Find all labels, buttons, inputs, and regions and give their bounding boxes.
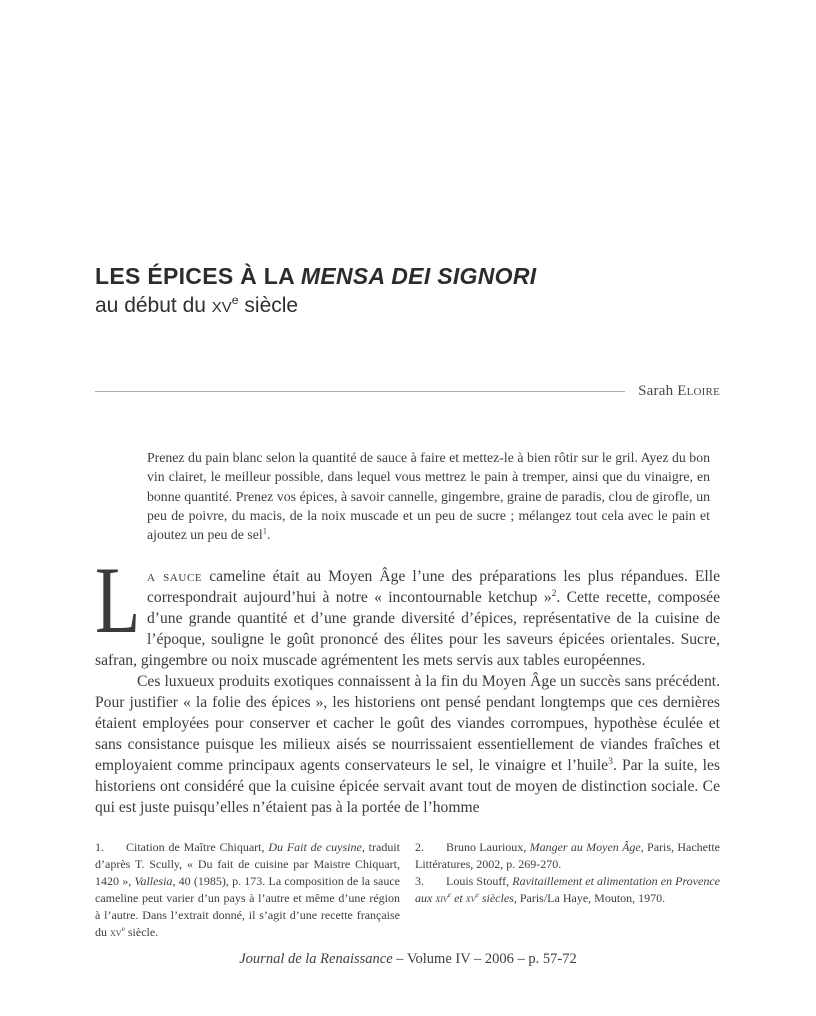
footnote-3-title-italic: Ravitaillement et alimentation en Provence aux <box>415 874 720 905</box>
footnote-1-journal-italic: Vallesia <box>134 874 173 888</box>
footnote-1-title-italic: Du Fait de cuysine <box>268 840 362 854</box>
footnotes-section <box>95 839 720 941</box>
footnote-2-text: , Paris, Hachette Littératures, 2002, p. 269-270. <box>415 840 720 871</box>
quote-text: Prenez du pain blanc selon la quantité de sauce à faire et mettez-le à bien rôtir sur le gril. Ayez du bon vin clairet, le meilleur possible, dans lequel vous mettrez le pain à tremper, ainsi que du vinaigre, en bonne quantité. Prenez vos épices, à savoir cannelle, gingembre, graine de paradis, clou de girofle, un peu de poivre, du macis, de la noix muscade et un peu de sucre ; mélangez tout cela avec le pain et ajoutez un peu de sel <box>147 450 710 543</box>
footnote-1-number: 1. <box>95 840 104 854</box>
footnote-2-title-italic: Manger au Moyen Âge <box>529 840 641 854</box>
quote-after-ref: . <box>266 527 271 543</box>
footnote-3-superscript: e <box>447 890 452 899</box>
epigraph-quote <box>147 448 710 544</box>
footer-volume-info: – Volume IV – 2006 – p. 57-72 <box>392 951 577 967</box>
footnote-1-superscript: e <box>121 924 125 933</box>
page-subtitle <box>95 293 720 318</box>
footnote-3-title-italic: siècles <box>478 891 514 905</box>
footnote-1-century: xv <box>110 925 122 939</box>
footnote-3-number: 3. <box>415 874 424 888</box>
footnote-3-text: Louis Stouff, <box>446 874 513 888</box>
footnote-ref-1: 1 <box>262 525 267 536</box>
article-body <box>95 547 720 818</box>
opening-small-caps: a sauce <box>147 568 203 585</box>
title-roman: LES ÉPICES À LA <box>95 263 301 289</box>
footnote-ref-3: 3 <box>608 755 613 767</box>
paragraph-1 <box>95 547 720 671</box>
subtitle-post: siècle <box>238 294 299 318</box>
footnote-1-text: , traduit d’après T. Scully, « Du fait de cuisine par Maistre Chiquart, 1420 », <box>95 840 400 888</box>
author-rule <box>95 391 625 392</box>
paragraph-2-text-a: Ces luxueux produits exotiques connaissent à la fin du Moyen Âge un succès sans précédent. Pour justifier « la folie des épices », les historiens ont pensé pendant longtemps que ces dernières étaient employées pour conserver et cacher le goût des viandes corrompues, hypothèse éculée et sans consistance puisque les milieux aisés se nourrissaient essentiellement de viandes fraîches et employaient comme principaux agents conservateurs le sel, le vinaigre et l’huile <box>95 673 720 774</box>
page-title <box>95 262 720 290</box>
footnotes-left-column <box>95 839 400 941</box>
footnote-2 <box>415 839 720 873</box>
footnote-1 <box>95 839 400 941</box>
footnote-3-title-italic: et <box>451 891 466 905</box>
author-name <box>638 383 720 400</box>
drop-cap: L <box>95 547 141 653</box>
page-footer <box>0 951 816 968</box>
footnote-1-text: siècle. <box>124 925 159 939</box>
subtitle-century: xv <box>211 294 232 318</box>
footnote-2-number: 2. <box>415 840 424 854</box>
title-italic: MENSA DEI SIGNORI <box>300 263 537 289</box>
author-first-name: Sarah <box>638 383 678 399</box>
author-row <box>95 383 720 400</box>
paragraph-2-text-b: . Par la suite, les historiens ont considéré que la cuisine épicée servait avant tout de moyen de distinction sociale. Ce qui est juste puisqu’elles n’étaient pas à la portée de l’homme <box>95 757 720 816</box>
footnote-2-text: Bruno Laurioux, <box>446 840 530 854</box>
footnote-1-text: , 40 (1985), p. 173. La composition de la sauce cameline peut varier d’un pays à l’autre et même d’une région à l’autre. Dans l’extrait donné, il s’agit d’une recette française du <box>95 874 400 939</box>
author-last-name: Eloire <box>677 383 720 399</box>
paragraph-1-text-b: . Cette recette, composée d’une grande quantité et d’une grande diversité d’épices, représentative de la cuisine de l’époque, souligne le goût prononcé des élites pour les saveurs épicées orientales. Sucre, safran, gingembre ou noix muscade agrémentent les mets servis aux tables européennes. <box>95 589 720 669</box>
paragraph-2 <box>95 671 720 818</box>
footnote-3-text: , Paris/La Haye, Mouton, 1970. <box>513 891 666 905</box>
footnote-ref-2: 2 <box>551 587 557 599</box>
paragraph-1-text-a: cameline était au Moyen Âge l’une des préparations les plus répandues. Elle correspondrait aujourd’hui à notre « incontournable ketchup » <box>147 568 720 606</box>
footnote-3-century: xv <box>465 891 476 905</box>
footnote-3-superscript: e <box>475 890 479 899</box>
footnote-3-century: xiv <box>435 891 448 905</box>
subtitle-pre: au début du <box>95 294 212 318</box>
footnote-1-text: Citation de Maître Chiquart, <box>126 840 269 854</box>
footnote-3 <box>415 873 720 907</box>
title-block <box>95 262 720 318</box>
subtitle-superscript: e <box>231 293 239 308</box>
footnotes-right-column <box>415 839 720 941</box>
journal-name: Journal de la Renaissance <box>239 951 393 967</box>
